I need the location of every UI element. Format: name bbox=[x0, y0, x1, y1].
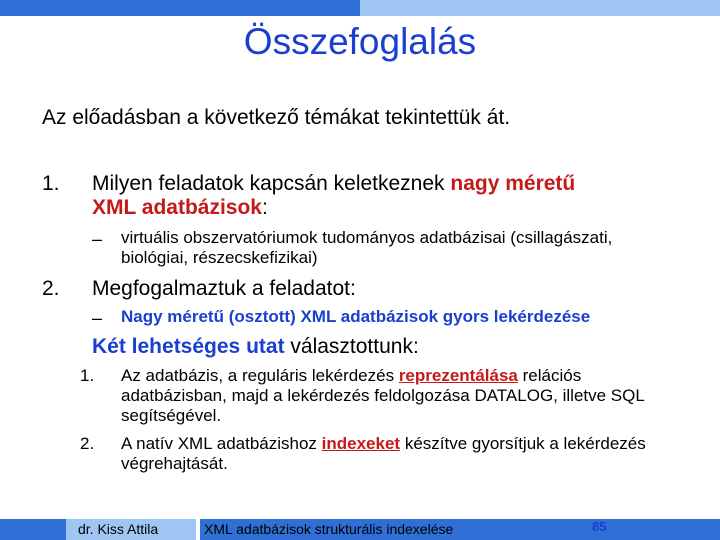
item-1-text-c: : bbox=[262, 196, 268, 219]
option-1-highlight: reprezentálása bbox=[398, 366, 518, 385]
item-2-text: Megfogalmaztuk a feladatot: bbox=[92, 277, 356, 300]
item-2-sub-text: Nagy méretű (osztott) XML adatbázisok gyors lekérdezése bbox=[121, 307, 591, 326]
intro-text: Az előadásban a következő témákat tekintettük át. bbox=[42, 106, 511, 129]
option-2-text-b: készítve gyorsítjuk a lekérdezés végrehajtását. bbox=[121, 434, 646, 473]
item-1-text bbox=[92, 172, 692, 220]
ways-line bbox=[92, 335, 419, 359]
option-1-number: 1. bbox=[80, 366, 95, 385]
option-2-number: 2. bbox=[80, 434, 95, 453]
footer-title: XML adatbázisok strukturális indexelése bbox=[204, 521, 454, 537]
ways-highlight: Két lehetséges utat bbox=[92, 335, 285, 358]
option-1-text bbox=[121, 366, 681, 426]
item-1-text-b: XML adatbázisok bbox=[92, 196, 262, 219]
item-1-text-a: Milyen feladatok kapcsán keletkeznek bbox=[92, 172, 451, 195]
item-2-sub-dash: – bbox=[92, 308, 103, 328]
slide-title: Összefoglalás bbox=[243, 21, 477, 62]
page-number: 85 bbox=[592, 519, 607, 534]
item-2-number: 2. bbox=[42, 277, 60, 300]
option-1-text-b: relációs adatbázisban, majd a lekérdezés feldolgozása DATALOG, illetve SQL segítségével. bbox=[121, 366, 645, 425]
top-banner bbox=[0, 0, 720, 16]
footer-bar bbox=[0, 519, 720, 540]
footer-left-block bbox=[0, 519, 66, 540]
option-1-text-a: Az adatbázis, a reguláris lekérdezés bbox=[121, 366, 399, 385]
item-1-number: 1. bbox=[42, 172, 60, 195]
top-banner-light bbox=[360, 0, 720, 16]
top-banner-dark bbox=[0, 0, 360, 16]
item-1-sub-text: virtuális obszervatóriumok tudományos adatbázisai (csillagászati, biológiai, részecskefizikai) bbox=[121, 228, 613, 267]
item-1-text-highlight: nagy méretű bbox=[450, 172, 576, 195]
option-2-text bbox=[121, 434, 681, 474]
ways-text: választottunk: bbox=[284, 335, 419, 358]
option-2-highlight: indexeket bbox=[321, 434, 401, 453]
item-1-sub-dash: – bbox=[92, 229, 103, 249]
option-2-text-a: A natív XML adatbázishoz bbox=[121, 434, 322, 453]
footer-author: dr. Kiss Attila bbox=[78, 521, 159, 537]
